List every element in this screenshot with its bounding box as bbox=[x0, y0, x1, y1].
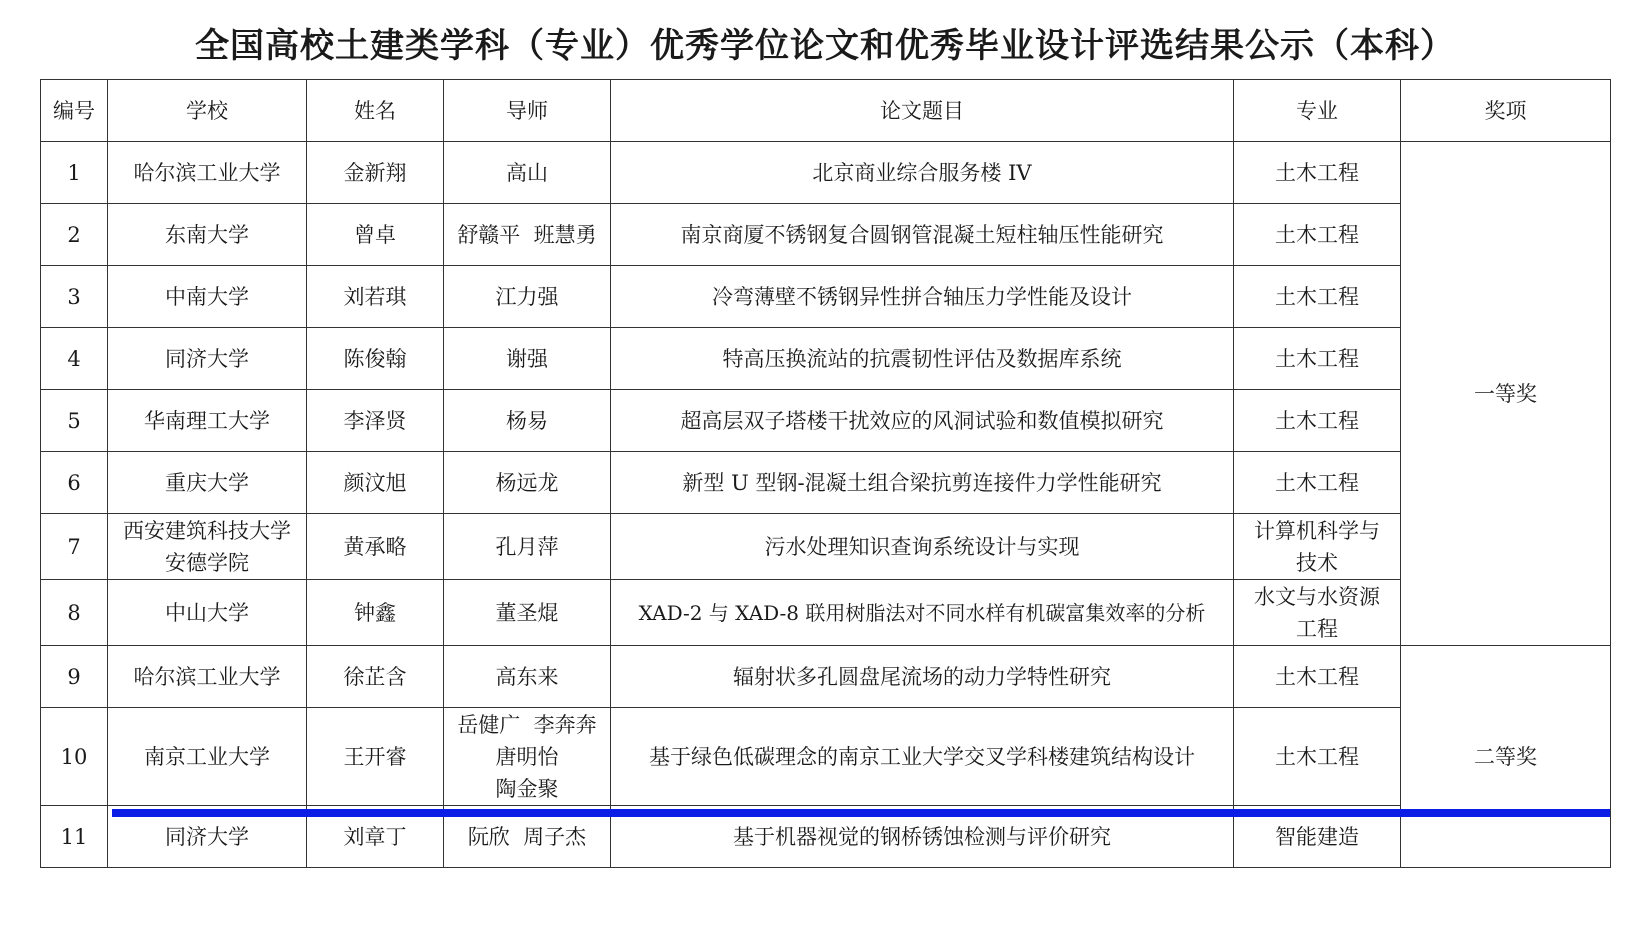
table-row bbox=[41, 142, 1611, 204]
results-table-container bbox=[40, 79, 1610, 868]
table-row bbox=[41, 708, 1611, 806]
cell-major: 土木工程 bbox=[1234, 142, 1401, 204]
table-row bbox=[41, 646, 1611, 708]
cell-major: 智能建造 bbox=[1234, 806, 1401, 868]
cell-major bbox=[1234, 514, 1401, 580]
cell-name: 徐芷含 bbox=[307, 646, 444, 708]
cell-school: 哈尔滨工业大学 bbox=[108, 142, 307, 204]
cell-name: 刘章丁 bbox=[307, 806, 444, 868]
table-header-row bbox=[41, 80, 1611, 142]
cell-thesis: 北京商业综合服务楼 IV bbox=[611, 142, 1234, 204]
major-line: 水文与水资源 bbox=[1254, 584, 1380, 609]
cell-advisor: 董圣焜 bbox=[444, 580, 611, 646]
cell-major bbox=[1234, 580, 1401, 646]
major-line: 工程 bbox=[1296, 616, 1338, 641]
table-row bbox=[41, 452, 1611, 514]
cell-name: 王开睿 bbox=[307, 708, 444, 806]
cell-no: 1 bbox=[41, 142, 108, 204]
cell-major: 土木工程 bbox=[1234, 266, 1401, 328]
cell-thesis: 辐射状多孔圆盘尾流场的动力学特性研究 bbox=[611, 646, 1234, 708]
cell-name: 陈俊翰 bbox=[307, 328, 444, 390]
table-row bbox=[41, 204, 1611, 266]
cell-no: 6 bbox=[41, 452, 108, 514]
cell-advisor: 孔月萍 bbox=[444, 514, 611, 580]
cell-school: 华南理工大学 bbox=[108, 390, 307, 452]
table-row bbox=[41, 514, 1611, 580]
header-award: 奖项 bbox=[1401, 80, 1611, 142]
cell-name: 黄承略 bbox=[307, 514, 444, 580]
advisor-line: 陶金聚 bbox=[495, 776, 559, 801]
header-thesis: 论文题目 bbox=[611, 80, 1234, 142]
cell-school: 重庆大学 bbox=[108, 452, 307, 514]
cell-major: 土木工程 bbox=[1234, 708, 1401, 806]
table-row bbox=[41, 266, 1611, 328]
table-row bbox=[41, 390, 1611, 452]
highlight-line bbox=[112, 809, 1610, 817]
major-line: 技术 bbox=[1296, 550, 1338, 575]
table-row bbox=[41, 328, 1611, 390]
cell-no: 8 bbox=[41, 580, 108, 646]
cell-thesis: 污水处理知识查询系统设计与实现 bbox=[611, 514, 1234, 580]
cell-thesis: 冷弯薄壁不锈钢异性拼合轴压力学性能及设计 bbox=[611, 266, 1234, 328]
cell-thesis: 南京商厦不锈钢复合圆钢管混凝土短柱轴压性能研究 bbox=[611, 204, 1234, 266]
cell-school: 同济大学 bbox=[108, 806, 307, 868]
school-line: 安德学院 bbox=[165, 550, 249, 575]
cell-advisor: 舒赣平 班慧勇 bbox=[444, 204, 611, 266]
cell-major: 土木工程 bbox=[1234, 328, 1401, 390]
cell-thesis: 基于机器视觉的钢桥锈蚀检测与评价研究 bbox=[611, 806, 1234, 868]
cell-major: 土木工程 bbox=[1234, 390, 1401, 452]
cell-name: 金新翔 bbox=[307, 142, 444, 204]
cell-no: 11 bbox=[41, 806, 108, 868]
cell-advisor: 高山 bbox=[444, 142, 611, 204]
award-second: 二等奖 bbox=[1401, 646, 1611, 868]
cell-school bbox=[108, 514, 307, 580]
cell-thesis: 特高压换流站的抗震韧性评估及数据库系统 bbox=[611, 328, 1234, 390]
cell-no: 9 bbox=[41, 646, 108, 708]
cell-advisor: 高东来 bbox=[444, 646, 611, 708]
cell-advisor: 谢强 bbox=[444, 328, 611, 390]
cell-name: 曾卓 bbox=[307, 204, 444, 266]
cell-no: 7 bbox=[41, 514, 108, 580]
cell-school: 南京工业大学 bbox=[108, 708, 307, 806]
cell-no: 5 bbox=[41, 390, 108, 452]
cell-school: 中山大学 bbox=[108, 580, 307, 646]
award-first: 一等奖 bbox=[1401, 142, 1611, 646]
header-name: 姓名 bbox=[307, 80, 444, 142]
cell-name: 刘若琪 bbox=[307, 266, 444, 328]
cell-no: 10 bbox=[41, 708, 108, 806]
header-advisor: 导师 bbox=[444, 80, 611, 142]
cell-advisor: 江力强 bbox=[444, 266, 611, 328]
cell-school: 哈尔滨工业大学 bbox=[108, 646, 307, 708]
major-line: 计算机科学与 bbox=[1254, 518, 1380, 543]
cell-no: 4 bbox=[41, 328, 108, 390]
cell-name: 颜汶旭 bbox=[307, 452, 444, 514]
cell-no: 2 bbox=[41, 204, 108, 266]
cell-thesis: XAD-2 与 XAD-8 联用树脂法对不同水样有机碳富集效率的分析 bbox=[611, 580, 1234, 646]
page-title: 全国高校土建类学科（专业）优秀学位论文和优秀毕业设计评选结果公示（本科） bbox=[195, 26, 1455, 66]
advisor-line: 唐明怡 bbox=[495, 744, 559, 769]
cell-thesis: 超高层双子塔楼干扰效应的风洞试验和数值模拟研究 bbox=[611, 390, 1234, 452]
table-row bbox=[41, 580, 1611, 646]
cell-school: 中南大学 bbox=[108, 266, 307, 328]
cell-advisor: 杨远龙 bbox=[444, 452, 611, 514]
header-school: 学校 bbox=[108, 80, 307, 142]
cell-thesis: 基于绿色低碳理念的南京工业大学交叉学科楼建筑结构设计 bbox=[611, 708, 1234, 806]
cell-major: 土木工程 bbox=[1234, 204, 1401, 266]
cell-advisor: 杨易 bbox=[444, 390, 611, 452]
advisor-line: 岳健广 李奔奔 bbox=[457, 712, 597, 737]
header-major: 专业 bbox=[1234, 80, 1401, 142]
results-table bbox=[40, 79, 1611, 868]
school-line: 西安建筑科技大学 bbox=[123, 518, 291, 543]
cell-school: 同济大学 bbox=[108, 328, 307, 390]
header-no: 编号 bbox=[41, 80, 108, 142]
cell-major: 土木工程 bbox=[1234, 646, 1401, 708]
cell-advisor: 阮欣 周子杰 bbox=[444, 806, 611, 868]
cell-name: 李泽贤 bbox=[307, 390, 444, 452]
cell-major: 土木工程 bbox=[1234, 452, 1401, 514]
cell-no: 3 bbox=[41, 266, 108, 328]
cell-school: 东南大学 bbox=[108, 204, 307, 266]
cell-advisor bbox=[444, 708, 611, 806]
cell-thesis: 新型 U 型钢-混凝土组合梁抗剪连接件力学性能研究 bbox=[611, 452, 1234, 514]
cell-name: 钟鑫 bbox=[307, 580, 444, 646]
